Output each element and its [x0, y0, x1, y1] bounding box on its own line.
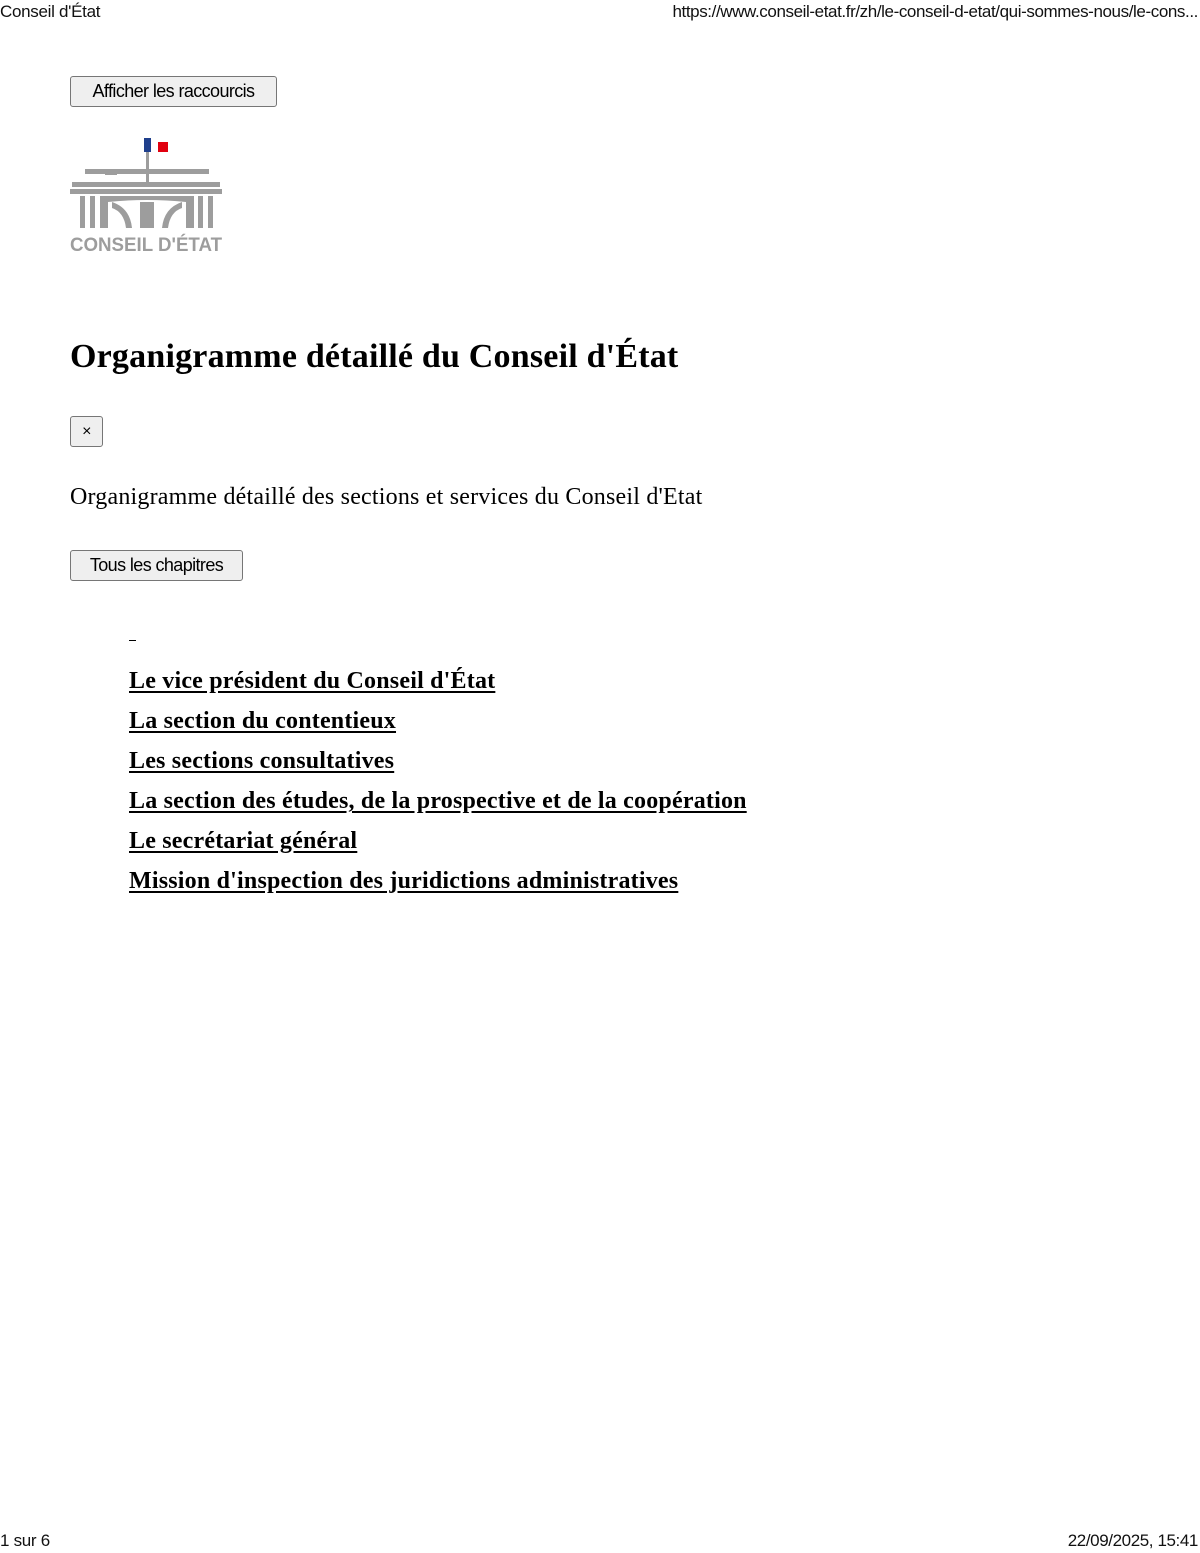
list-marker [129, 640, 136, 641]
page-title: Organigramme détaillé du Conseil d'État [70, 338, 679, 375]
logo-text: CONSEIL D'ÉTAT [70, 235, 224, 256]
chapter-item [129, 701, 747, 741]
chapter-link-mission-inspection[interactable]: Mission d'inspection des juridictions administratives [129, 868, 679, 894]
chapter-item [129, 661, 747, 701]
chapter-item [129, 781, 747, 821]
page-subtitle: Organigramme détaillé des sections et services du Conseil d'Etat [70, 484, 703, 510]
print-footer-page: 1 sur 6 [0, 1531, 50, 1550]
print-header-title: Conseil d'État [0, 2, 101, 21]
chapter-item [129, 741, 747, 781]
chapter-link-secretariat-general[interactable]: Le secrétariat général [129, 828, 358, 854]
print-header-url: https://www.conseil-etat.fr/zh/le-conseil-d-etat/qui-sommes-nous/le-cons... [672, 2, 1198, 21]
chapter-link-sections-consultatives[interactable]: Les sections consultatives [129, 748, 395, 774]
logo-emblem-icon [70, 136, 224, 256]
chapter-link-section-etudes[interactable]: La section des études, de la prospective et de la coopération [129, 788, 747, 814]
chapter-item [129, 861, 747, 901]
print-footer-datetime: 22/09/2025, 15:41 [1067, 1531, 1198, 1550]
print-footer [0, 1529, 1200, 1553]
chapter-link-contentieux[interactable]: La section du contentieux [129, 708, 397, 734]
print-header [0, 0, 1200, 24]
conseil-etat-logo[interactable] [70, 136, 224, 256]
chapter-link-vice-president[interactable]: Le vice président du Conseil d'État [129, 668, 496, 694]
chapter-item [129, 821, 747, 861]
show-shortcuts-button[interactable]: Afficher les raccourcis [70, 76, 277, 107]
chapter-list [129, 628, 747, 901]
all-chapters-button[interactable]: Tous les chapitres [70, 550, 243, 581]
close-button[interactable]: × [70, 416, 103, 447]
